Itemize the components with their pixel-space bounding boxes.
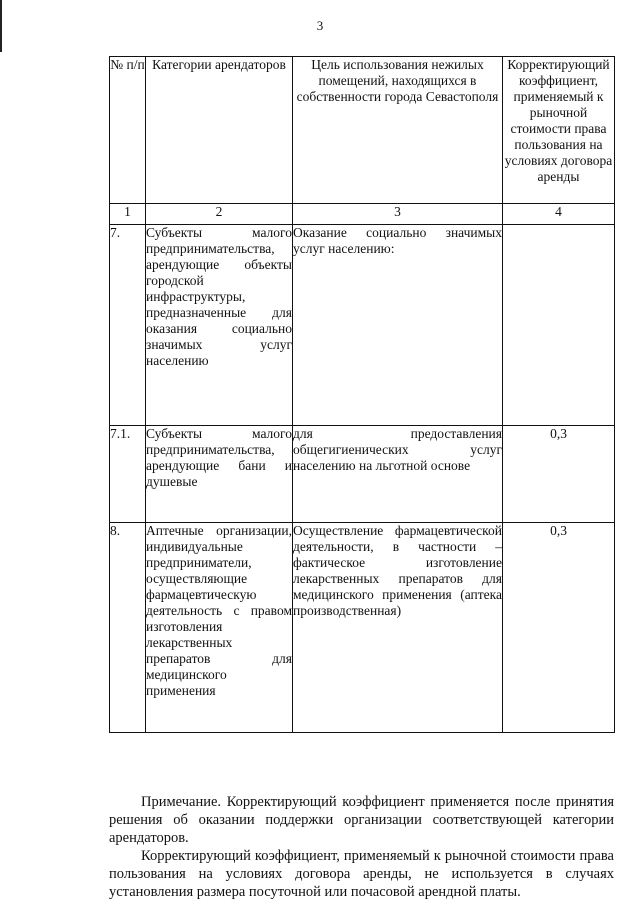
table-row [110,426,615,523]
table-header-row [110,57,615,204]
column-index: 3 [293,204,503,225]
row-category: Субъекты малого предпринимательства, арендующие объекты городской инфраструктуры, предназначенные для оказания социально значимых услуг населению [146,225,293,426]
note-text: Корректирующий коэффициент, применяемый к рыночной стоимости права пользования на условиях договора аренды, не используется в случаях установления размера посуточной или почасовой арендной платы. [109,848,614,900]
page-number: 3 [316,18,324,33]
coefficient-table [109,56,615,733]
table-row [110,523,615,733]
column-index: 1 [110,204,146,225]
column-index: 4 [503,204,615,225]
header-purpose: Цель использования нежилых помещений, находящихся в собственности города Севастополя [293,57,503,204]
row-category: Аптечные организации, индивидуальные предприниматели, осуществляющие фармацевтическую деятельность с правом изготовления лекарственных препаратов для медицинского применения [146,523,293,733]
header-num: № п/п [110,57,146,204]
note-text: Примечание. Корректирующий коэффициент применяется после принятия решения об оказании поддержки организации соответствующей категории арендаторов. [109,794,614,846]
row-num: 7.1. [110,426,146,523]
row-coefficient: 0,3 [503,523,615,733]
column-index: 2 [146,204,293,225]
column-index-row [110,204,615,225]
row-purpose: для предоставления общегигиенических услуг населению на льготной основе [293,426,503,523]
row-category: Субъекты малого предпринимательства, арендующие бани и душевые [146,426,293,523]
row-num: 7. [110,225,146,426]
header-coefficient: Корректирующий коэффициент, применяемый к рыночной стоимости права пользования на условиях договора аренды [503,57,615,204]
row-num: 8. [110,523,146,733]
table-row [110,225,615,426]
row-coefficient: 0,3 [503,426,615,523]
row-purpose: Оказание социально значимых услуг населению: [293,225,503,426]
note-paragraph [109,793,614,847]
row-purpose: Осуществление фармацевтической деятельности, в частности – фактическое изготовление лекарственных препаратов для медицинского применения (аптека производственная) [293,523,503,733]
header-category: Категории арендаторов [146,57,293,204]
note-paragraph [109,847,614,901]
row-coefficient [503,225,615,426]
